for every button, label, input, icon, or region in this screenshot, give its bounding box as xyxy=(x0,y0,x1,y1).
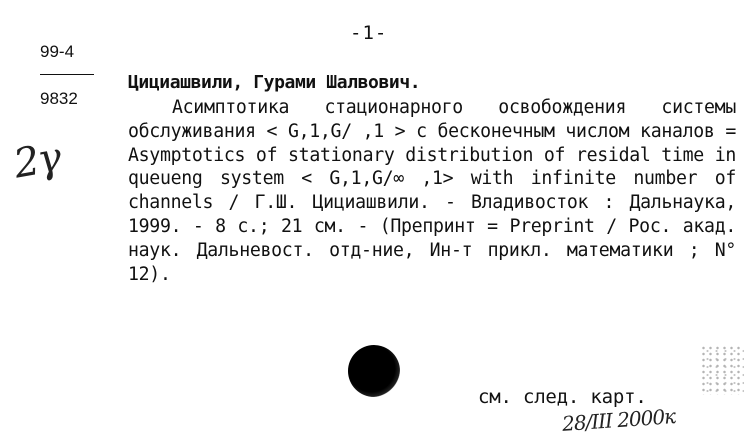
see-next-card-note: см. след. карт. xyxy=(478,386,647,408)
punch-hole xyxy=(348,345,400,397)
shelf-mark xyxy=(40,42,96,109)
handwritten-date: 28/III 2000к xyxy=(561,404,676,436)
description-text: Асимптотика стационарного освобождения системы обслуживания < G,1,G/ ,1 > с бесконечным числом каналов = Asymptotics of stationary distribution of residal time in queueng system < G,1,G/∞ ,1> with infinite number of channels / Г.Ш. Цициашвили. - Владивосток : Дальнаука, 1999. - 8 с.; 21 см. - (Препринт = Preprint / Рос. акад. наук. Дальневост. отд-ние, Ин-т прикл. математики ; N° 12). xyxy=(128,97,736,285)
author-heading: Цициашвили, Гурами Шалвович. xyxy=(128,72,421,93)
page-number: -1- xyxy=(350,22,388,44)
handwritten-mark: 2γ xyxy=(10,134,64,188)
bibliographic-description xyxy=(128,96,736,286)
shelf-mark-bottom: 9832 xyxy=(40,89,78,108)
scan-speckles xyxy=(700,345,744,395)
shelf-mark-divider xyxy=(40,74,94,75)
shelf-mark-top: 99-4 xyxy=(40,42,75,61)
